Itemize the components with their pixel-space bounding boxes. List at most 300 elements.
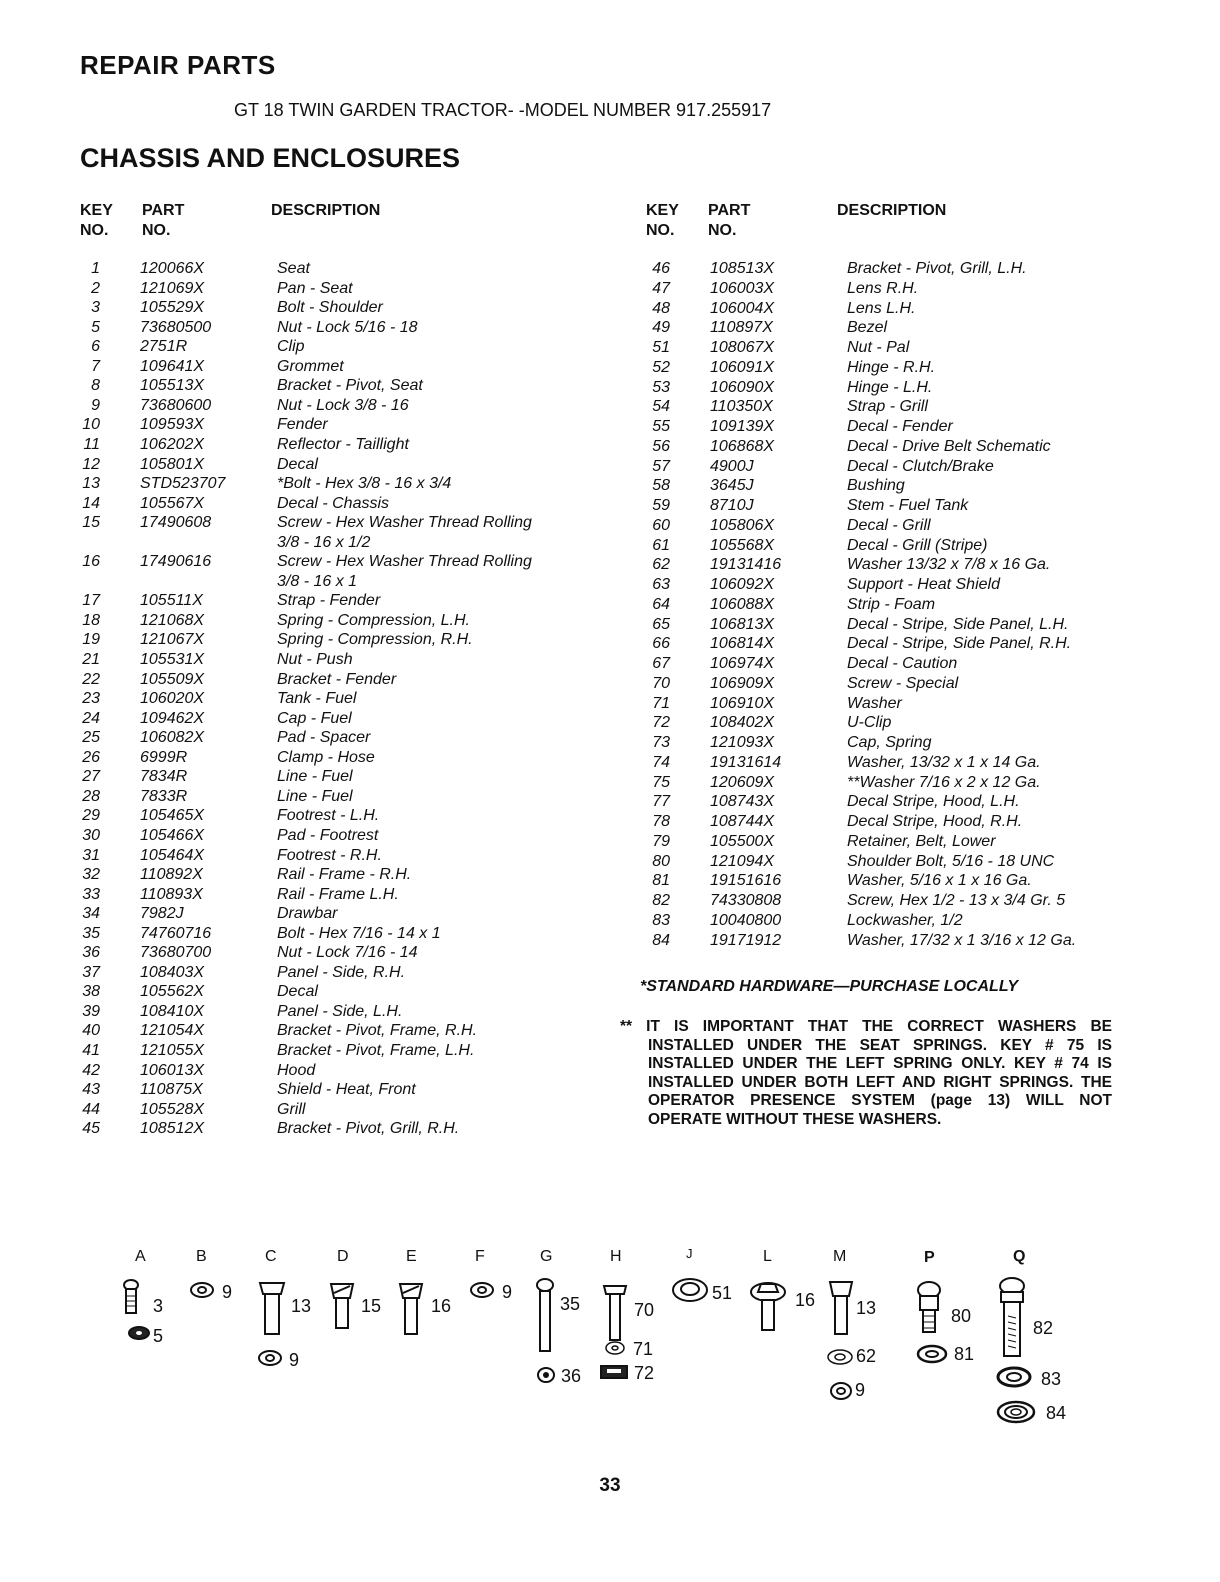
- part-description: Screw - Special: [847, 674, 959, 692]
- part-row: [640, 674, 1160, 694]
- hardware-q-key-lockwasher: 83: [1041, 1369, 1062, 1389]
- part-row: [70, 318, 590, 338]
- part-row: [640, 832, 1160, 852]
- part-key-number: 24: [82, 709, 100, 727]
- part-key-number: 71: [652, 694, 670, 712]
- part-key-number: 66: [652, 635, 670, 653]
- lockwasher-icon: [996, 1366, 1032, 1388]
- hardware-e-key: 16: [431, 1296, 452, 1316]
- hardware-j-key: 51: [712, 1283, 733, 1303]
- part-row: [70, 376, 590, 396]
- part-row: [70, 415, 590, 435]
- part-description: Hinge - L.H.: [847, 378, 933, 396]
- part-row: [70, 396, 590, 416]
- part-number: 106090X: [710, 378, 775, 396]
- part-key-number: 29: [82, 807, 100, 825]
- part-description: Washer, 17/32 x 1 3/16 x 12 Ga.: [847, 931, 1077, 949]
- part-description: Bracket - Pivot, Frame, L.H.: [277, 1042, 475, 1059]
- part-key-number: 62: [652, 556, 670, 574]
- special-screw-icon: [602, 1282, 628, 1344]
- part-key-number: 32: [82, 866, 100, 884]
- part-key-number: 79: [652, 832, 670, 850]
- part-number: 105509X: [140, 670, 205, 688]
- lock-nut-icon: [188, 1280, 218, 1300]
- part-key-number: 48: [652, 299, 670, 317]
- part-key-number: 82: [652, 892, 670, 909]
- part-row: [640, 555, 1160, 575]
- part-description: Cap - Fuel: [277, 709, 352, 727]
- part-number: 106091X: [710, 358, 775, 376]
- hardware-c-key-bolt: 13: [291, 1296, 312, 1316]
- part-number: 2751R: [140, 338, 188, 356]
- part-key-number: 12: [82, 455, 100, 473]
- hardware-letter-p: P: [924, 1249, 935, 1266]
- part-row: [70, 611, 590, 631]
- part-number: 106092X: [710, 576, 775, 593]
- part-number: 105528X: [140, 1100, 205, 1118]
- part-number: 105801X: [140, 455, 205, 473]
- part-description: Decal - Fender: [847, 418, 953, 435]
- part-row: [70, 474, 590, 494]
- part-number: 105531X: [140, 651, 205, 668]
- part-number: 108067X: [710, 339, 775, 356]
- hardware-letter-e: E: [406, 1248, 417, 1265]
- part-description-continued: 3/8 - 16 x 1/2: [277, 533, 371, 551]
- part-key-number: 14: [82, 494, 100, 512]
- part-key-number: 60: [652, 516, 670, 534]
- part-description: Nut - Lock 5/16 - 18: [277, 318, 418, 336]
- part-description: Rail - Frame L.H.: [277, 885, 399, 903]
- part-row: [70, 591, 590, 611]
- part-number: 74760716: [140, 924, 212, 942]
- hardware-letter-q: Q: [1013, 1248, 1026, 1265]
- part-number: 121067X: [140, 631, 205, 649]
- u-clip-icon: [598, 1362, 630, 1382]
- part-number: 3645J: [710, 477, 754, 495]
- part-number: 105513X: [140, 377, 205, 395]
- part-key-number: 83: [652, 911, 670, 929]
- part-key-number: 9: [91, 396, 100, 414]
- part-row: [640, 378, 1160, 398]
- part-key-number: 18: [82, 611, 100, 629]
- pal-nut-icon: [670, 1276, 710, 1304]
- part-row: [640, 634, 1160, 654]
- part-number: 7834R: [140, 768, 188, 786]
- washer-icon: [916, 1344, 948, 1364]
- part-number: 106814X: [710, 635, 775, 653]
- part-description: Tank - Fuel: [277, 690, 357, 708]
- key-no-header: NO.: [80, 222, 109, 239]
- part-key-number: 42: [82, 1061, 100, 1079]
- part-description: Pad - Footrest: [277, 826, 379, 844]
- part-key-number: 54: [652, 398, 670, 416]
- part-description: Footrest - L.H.: [277, 807, 380, 825]
- part-description: Panel - Side, R.H.: [277, 963, 406, 981]
- part-key-number: 70: [652, 674, 670, 692]
- part-key-number: 51: [652, 339, 670, 356]
- part-row: [70, 924, 590, 944]
- part-row: [640, 654, 1160, 674]
- part-number: 108403X: [140, 963, 205, 981]
- part-row: [640, 871, 1160, 891]
- part-number: 110893X: [140, 885, 203, 903]
- part-row: [640, 358, 1160, 378]
- part-description: Bolt - Hex 7/16 - 14 x 1: [277, 924, 441, 942]
- part-description: Support - Heat Shield: [847, 576, 1000, 593]
- part-number: 108744X: [710, 813, 775, 830]
- part-number: 7833R: [140, 787, 188, 805]
- hardware-q-key-screw: 82: [1033, 1318, 1054, 1338]
- part-key-number: 25: [82, 729, 100, 747]
- part-number: 121068X: [140, 611, 205, 629]
- part-row: [70, 1021, 590, 1041]
- part-key-number: 80: [652, 852, 670, 870]
- part-row: [70, 885, 590, 905]
- hex-screw-icon: [996, 1276, 1030, 1360]
- part-key-number: 59: [652, 497, 670, 514]
- part-description: Hood: [277, 1061, 316, 1079]
- part-number: 121055X: [140, 1042, 205, 1059]
- part-description: Decal - Grill (Stripe): [847, 536, 988, 554]
- part-number: 120609X: [710, 773, 775, 791]
- hardware-f-key: 9: [502, 1282, 513, 1302]
- page-number: 33: [599, 1475, 621, 1496]
- part-description: Seat: [277, 260, 310, 277]
- part-row: [640, 911, 1160, 931]
- part-row: [70, 767, 590, 787]
- part-row: [70, 689, 590, 709]
- part-description: Nut - Lock 3/8 - 16: [277, 396, 409, 414]
- hardware-letter-d: D: [337, 1248, 349, 1265]
- part-key-number: 49: [652, 319, 670, 337]
- part-key-number: 55: [652, 418, 670, 435]
- part-description: U-Clip: [847, 714, 892, 732]
- part-key-number: 56: [652, 437, 670, 455]
- part-row: [640, 931, 1160, 951]
- part-header: PART: [708, 202, 751, 219]
- part-number: 106813X: [710, 615, 775, 633]
- part-description: Grommet: [277, 357, 344, 375]
- part-number: 108512X: [140, 1120, 205, 1138]
- part-number: 73680700: [140, 944, 212, 962]
- part-number: 121093X: [710, 734, 775, 751]
- part-key-number: 26: [82, 748, 100, 766]
- hardware-a-key-bolt: 3: [153, 1296, 164, 1316]
- part-description: Bracket - Pivot, Grill, L.H.: [847, 260, 1027, 277]
- part-row: [70, 1119, 590, 1139]
- part-key-number: 38: [82, 983, 100, 1001]
- part-description: Cap, Spring: [847, 734, 932, 751]
- part-key-number: 28: [82, 787, 100, 805]
- part-number: 105500X: [710, 832, 775, 850]
- part-row: [70, 963, 590, 983]
- hardware-letter-b: B: [196, 1248, 207, 1265]
- part-row: [640, 891, 1160, 911]
- part-description: Lens R.H.: [847, 279, 919, 297]
- part-row: [70, 357, 590, 377]
- part-description: Strap - Fender: [277, 592, 381, 610]
- hardware-c-key-nut: 9: [289, 1350, 300, 1370]
- part-description: Decal - Chassis: [277, 494, 390, 512]
- part-number: 4900J: [710, 457, 754, 475]
- part-row: [70, 1061, 590, 1081]
- part-key-number: 8: [91, 377, 100, 395]
- part-description: Decal - Stripe, Side Panel, L.H.: [847, 615, 1069, 633]
- part-key-number: 10: [82, 416, 100, 434]
- part-description: Bracket - Pivot, Grill, R.H.: [277, 1120, 460, 1138]
- part-number: 19171912: [710, 931, 782, 949]
- part-number: 6999R: [140, 748, 188, 766]
- hardware-letter-m: M: [833, 1248, 847, 1265]
- hardware-letter-c: C: [265, 1248, 277, 1265]
- part-description: Washer 13/32 x 7/8 x 16 Ga.: [847, 556, 1051, 574]
- part-number: 17490616: [140, 553, 212, 571]
- part-description: Bracket - Pivot, Seat: [277, 377, 423, 395]
- part-key-number: 30: [82, 826, 100, 844]
- part-row: [70, 1002, 590, 1022]
- part-number: 74330808: [710, 892, 782, 909]
- part-row: [70, 826, 590, 846]
- part-number: 121069X: [140, 279, 205, 297]
- part-number: 105567X: [140, 494, 205, 512]
- part-row: [70, 1080, 590, 1100]
- part-description: Clip: [277, 338, 305, 356]
- part-key-number: 34: [82, 905, 100, 923]
- part-number: 106013X: [140, 1061, 205, 1079]
- part-row: [70, 630, 590, 650]
- hardware-h-key-clip: 72: [634, 1363, 655, 1383]
- hardware-p-key-bolt: 80: [951, 1306, 972, 1326]
- part-description: Decal - Caution: [847, 655, 958, 672]
- part-row: [640, 397, 1160, 417]
- screw-icon: [397, 1278, 425, 1338]
- part-row: [70, 298, 590, 318]
- part-row: [640, 753, 1160, 773]
- part-number: 73680600: [140, 396, 212, 414]
- hardware-letter-g: G: [540, 1248, 553, 1265]
- part-description: Pan - Seat: [277, 279, 353, 297]
- part-number: 110892X: [140, 866, 203, 884]
- part-row: [70, 670, 590, 690]
- part-row: [70, 709, 590, 729]
- part-number: 106910X: [710, 694, 775, 712]
- part-description: Pad - Spacer: [277, 729, 371, 747]
- part-description: Line - Fuel: [277, 768, 353, 786]
- part-key-number: 43: [82, 1081, 100, 1099]
- part-description: Shield - Heat, Front: [277, 1081, 416, 1099]
- part-row: [640, 615, 1160, 635]
- hardware-m-key-nut: 9: [855, 1380, 866, 1400]
- part-description: Retainer, Belt, Lower: [847, 832, 996, 850]
- part-key-number: 13: [82, 475, 100, 493]
- part-key-number: 57: [652, 457, 670, 475]
- part-row: [70, 513, 590, 533]
- part-row: [640, 536, 1160, 556]
- part-key-number: 41: [82, 1042, 100, 1059]
- part-row: [640, 259, 1160, 279]
- part-description: Spring - Compression, L.H.: [277, 611, 470, 629]
- part-row: [640, 595, 1160, 615]
- part-key-number: 6: [91, 338, 100, 356]
- part-row: [70, 279, 590, 299]
- part-number: 19131416: [710, 556, 782, 574]
- hardware-a-key-nut: 5: [153, 1326, 164, 1346]
- part-row: [70, 494, 590, 514]
- part-description: Bezel: [847, 319, 888, 337]
- part-description: Fender: [277, 416, 328, 434]
- part-description: Shoulder Bolt, 5/16 - 18 UNC: [847, 852, 1055, 870]
- part-number: 105529X: [140, 299, 205, 317]
- part-description: Bracket - Pivot, Frame, R.H.: [277, 1022, 478, 1040]
- part-row: [640, 476, 1160, 496]
- part-key-number: 27: [82, 768, 100, 786]
- part-no-header: NO.: [708, 222, 737, 239]
- part-number: 108410X: [140, 1002, 205, 1020]
- part-row: [640, 694, 1160, 714]
- part-description: Spring - Compression, R.H.: [277, 631, 473, 649]
- part-key-number: 63: [652, 576, 670, 593]
- part-description: **Washer 7/16 x 2 x 12 Ga.: [847, 773, 1041, 791]
- part-number: 106974X: [710, 655, 775, 672]
- screw-icon: [748, 1278, 788, 1334]
- lock-nut-icon: [536, 1366, 556, 1384]
- key-header: KEY: [646, 202, 679, 219]
- part-row: [640, 713, 1160, 733]
- part-description: Stem - Fuel Tank: [847, 497, 969, 514]
- part-row: [640, 299, 1160, 319]
- part-number: 109641X: [140, 357, 205, 375]
- part-key-number: 15: [82, 514, 100, 532]
- part-row: [70, 748, 590, 768]
- hardware-letter-l: L: [763, 1248, 772, 1265]
- part-row: [640, 773, 1160, 793]
- hex-bolt-icon: [827, 1278, 855, 1338]
- part-row: [640, 457, 1160, 477]
- part-row: [640, 516, 1160, 536]
- part-key-number: 11: [83, 435, 100, 453]
- part-row: [640, 733, 1160, 753]
- part-description: Nut - Pal: [847, 339, 910, 356]
- part-description: Decal - Drive Belt Schematic: [847, 437, 1051, 455]
- part-row: [70, 904, 590, 924]
- part-description: Screw - Hex Washer Thread Rolling: [277, 514, 532, 532]
- repair-parts-heading: REPAIR PARTS: [80, 50, 276, 80]
- part-key-number: 23: [82, 690, 100, 708]
- part-number: STD523707: [140, 475, 226, 493]
- part-number: 106202X: [140, 435, 205, 453]
- part-description: *Bolt - Hex 3/8 - 16 x 3/4: [277, 475, 452, 493]
- part-number: 105466X: [140, 826, 205, 844]
- lock-nut-icon: [468, 1280, 498, 1300]
- part-key-number: 2: [91, 279, 100, 297]
- part-number: 106082X: [140, 729, 205, 747]
- part-key-number: 46: [652, 260, 670, 277]
- part-key-number: 75: [652, 773, 670, 791]
- part-key-number: 1: [91, 260, 100, 277]
- part-number: 105562X: [140, 983, 205, 1001]
- part-key-number: 33: [82, 885, 100, 903]
- key-header: KEY: [80, 202, 113, 219]
- part-number: 110897X: [710, 319, 773, 337]
- section-title: CHASSIS AND ENCLOSURES: [80, 143, 461, 173]
- part-key-number: 31: [82, 846, 100, 864]
- hardware-h-key-screw: 70: [634, 1300, 655, 1320]
- part-description: Footrest - R.H.: [277, 846, 382, 864]
- part-row: [70, 337, 590, 357]
- washer-icon: [996, 1400, 1036, 1424]
- part-number: 106004X: [710, 299, 775, 317]
- part-description: Rail - Frame - R.H.: [277, 866, 412, 884]
- part-key-number: 3: [91, 299, 100, 317]
- hardware-letter-h: H: [610, 1248, 622, 1265]
- part-key-number: 7: [91, 357, 100, 375]
- hardware-g-key-bolt: 35: [560, 1294, 581, 1314]
- part-row: [70, 552, 590, 572]
- part-description: Decal Stripe, Hood, L.H.: [847, 793, 1020, 811]
- part-key-number: 21: [82, 651, 100, 668]
- part-number: 109462X: [140, 709, 205, 727]
- part-description: Lockwasher, 1/2: [847, 911, 963, 929]
- hardware-h-key-washer: 71: [633, 1339, 654, 1359]
- part-number: 121054X: [140, 1022, 205, 1040]
- hardware-letter-a: A: [135, 1248, 146, 1265]
- part-key-number: 17: [82, 592, 100, 610]
- part-key-number: 39: [82, 1002, 100, 1020]
- part-key-number: 64: [652, 595, 670, 613]
- part-row: [70, 728, 590, 748]
- hex-bolt-icon: [257, 1278, 287, 1336]
- part-key-number: 35: [82, 924, 100, 942]
- part-key-number: 73: [652, 734, 670, 751]
- part-number: 106088X: [710, 595, 775, 613]
- part-description: Decal - Grill: [847, 516, 931, 534]
- part-key-number: 72: [652, 714, 670, 732]
- hardware-l-key: 16: [795, 1290, 816, 1310]
- part-description: Clamp - Hose: [277, 748, 375, 766]
- part-number: 110875X: [140, 1081, 203, 1099]
- part-key-number: 44: [82, 1100, 100, 1118]
- part-number: 105568X: [710, 536, 775, 554]
- part-number: 110350X: [710, 398, 773, 416]
- part-row: [640, 792, 1160, 812]
- part-description: Washer: [847, 694, 902, 712]
- part-description: Reflector - Taillight: [277, 435, 409, 453]
- washer-icon: [826, 1348, 854, 1366]
- washer-icon: [604, 1340, 626, 1356]
- part-key-number: 74: [652, 753, 670, 771]
- part-number: 108743X: [710, 793, 775, 811]
- hardware-q-key-washer: 84: [1046, 1403, 1067, 1423]
- lock-nut-icon: [256, 1348, 284, 1368]
- part-row: [70, 1041, 590, 1061]
- part-number: 105806X: [710, 516, 775, 534]
- part-row: [640, 417, 1160, 437]
- part-description: Decal: [277, 983, 318, 1001]
- part-number: 108513X: [710, 260, 775, 277]
- part-number: 19151616: [710, 872, 782, 890]
- part-row: [70, 846, 590, 866]
- hardware-m-key-bolt: 13: [856, 1298, 877, 1318]
- part-row: [640, 279, 1160, 299]
- part-number: 106909X: [710, 674, 775, 692]
- part-key-number: 5: [91, 318, 100, 336]
- part-row: [70, 806, 590, 826]
- part-number: 105465X: [140, 807, 205, 825]
- part-description: Decal: [277, 455, 318, 473]
- part-row: [640, 852, 1160, 872]
- part-row: [70, 259, 590, 279]
- part-key-number: 53: [652, 378, 670, 396]
